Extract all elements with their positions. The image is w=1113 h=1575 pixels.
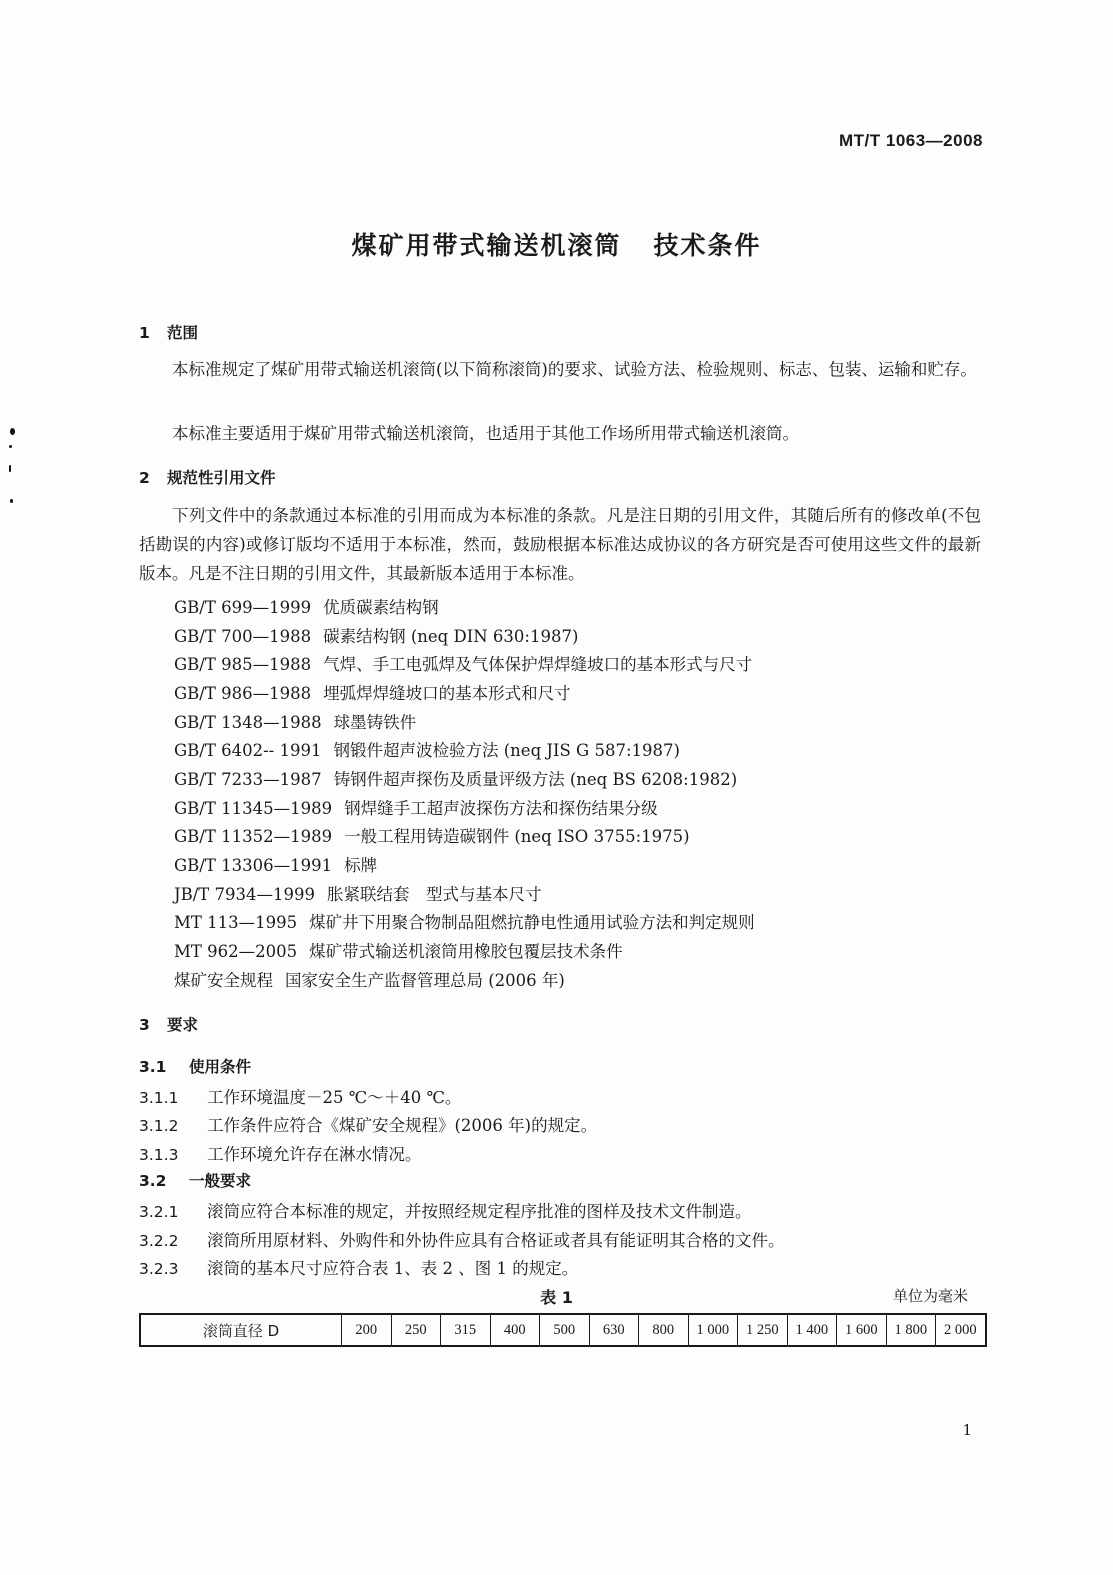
reference-item bbox=[174, 909, 755, 933]
reference-code: MT 113—1995 bbox=[174, 913, 298, 932]
reference-code: JB/T 7934—1999 bbox=[174, 885, 316, 904]
clause-text: 滚筒应符合本标准的规定，并按照经规定程序批准的图样及技术文件制造。 bbox=[207, 1202, 752, 1221]
subsection-number: 3.1 bbox=[139, 1058, 167, 1076]
reference-title: 钢锻件超声波检验方法 (neq JIS G 587:1987) bbox=[333, 741, 680, 760]
reference-title: 煤矿带式输送机滚筒用橡胶包覆层技术条件 bbox=[309, 942, 623, 961]
reference-code: GB/T 11352—1989 bbox=[174, 827, 333, 846]
reference-title: 球墨铸铁件 bbox=[333, 713, 417, 732]
reference-item bbox=[174, 852, 377, 876]
section-title: 范围 bbox=[167, 324, 199, 342]
table-cell: 1 600 bbox=[837, 1314, 887, 1346]
scope-paragraph-1: 本标准规定了煤矿用带式输送机滚筒(以下简称滚筒)的要求、试验方法、检验规则、标志、包装、运输和贮存。 bbox=[172, 360, 977, 379]
table-row bbox=[140, 1314, 986, 1346]
reference-code: 煤矿安全规程 bbox=[174, 971, 273, 990]
subsection-number: 3.2 bbox=[139, 1172, 167, 1190]
reference-title: 钢焊缝手工超声波探伤方法和探伤结果分级 bbox=[344, 799, 658, 818]
table-cell: 400 bbox=[490, 1314, 540, 1346]
section-1-heading bbox=[139, 321, 198, 343]
reference-item bbox=[174, 938, 623, 962]
section-number: 2 bbox=[139, 469, 150, 487]
reference-item bbox=[174, 795, 658, 819]
clause-3-2-2 bbox=[139, 1227, 785, 1251]
section-title: 规范性引用文件 bbox=[167, 469, 276, 487]
table-cell: 1 400 bbox=[787, 1314, 837, 1346]
document-title-main: 煤矿用带式输送机滚筒 bbox=[351, 231, 622, 260]
table-cell: 1 800 bbox=[886, 1314, 936, 1346]
clause-3-1-2 bbox=[139, 1112, 597, 1136]
clause-3-2-1 bbox=[139, 1198, 752, 1222]
table-cell: 2 000 bbox=[936, 1314, 986, 1346]
clause-3-2-3 bbox=[139, 1255, 578, 1279]
clause-text: 工作环境温度－25 ℃～＋40 ℃。 bbox=[207, 1088, 462, 1107]
clause-number: 3.1.3 bbox=[139, 1146, 179, 1164]
section-3-heading bbox=[139, 1013, 198, 1035]
clause-3-1-3 bbox=[139, 1141, 422, 1165]
reference-item bbox=[174, 823, 690, 847]
table-1-caption: 表 1 bbox=[540, 1288, 573, 1307]
table-cell: 800 bbox=[639, 1314, 689, 1346]
table-1-unit: 单位为毫米 bbox=[892, 1287, 968, 1305]
reference-code: GB/T 1348—1988 bbox=[174, 713, 322, 732]
reference-item bbox=[174, 881, 542, 905]
subsection-title: 一般要求 bbox=[189, 1172, 252, 1190]
section-number: 1 bbox=[139, 324, 150, 342]
reference-item bbox=[174, 680, 571, 704]
clause-text: 工作环境允许存在淋水情况。 bbox=[207, 1145, 422, 1164]
clause-number: 3.2.1 bbox=[139, 1203, 179, 1221]
clause-text: 滚筒的基本尺寸应符合表 1、表 2 、图 1 的规定。 bbox=[207, 1259, 579, 1278]
scan-speck bbox=[9, 465, 11, 472]
reference-title: 国家安全生产监督管理总局 (2006 年) bbox=[285, 971, 565, 990]
table-row-header: 滚筒直径 D bbox=[140, 1314, 342, 1346]
clause-number: 3.1.1 bbox=[139, 1089, 179, 1107]
section-title: 要求 bbox=[167, 1016, 199, 1034]
reference-item bbox=[174, 709, 416, 733]
reference-title: 埋弧焊焊缝坡口的基本形式和尺寸 bbox=[323, 684, 571, 703]
reference-code: GB/T 6402-- 1991 bbox=[174, 741, 322, 760]
reference-title: 标牌 bbox=[344, 856, 378, 875]
reference-item bbox=[174, 623, 578, 647]
reference-item bbox=[174, 737, 680, 761]
reference-code: GB/T 7233—1987 bbox=[174, 770, 322, 789]
reference-title: 煤矿井下用聚合物制品阻燃抗静电性通用试验方法和判定规则 bbox=[309, 913, 755, 932]
scan-speck bbox=[10, 428, 15, 435]
reference-code: GB/T 985—1988 bbox=[174, 655, 312, 674]
reference-item bbox=[174, 967, 565, 991]
page-number: 1 bbox=[962, 1421, 972, 1439]
reference-code: MT 962—2005 bbox=[174, 942, 298, 961]
subsection-title: 使用条件 bbox=[189, 1058, 252, 1076]
reference-code: GB/T 11345—1989 bbox=[174, 799, 333, 818]
reference-code: GB/T 13306—1991 bbox=[174, 856, 333, 875]
subsection-3-2-heading bbox=[139, 1169, 251, 1191]
section-number: 3 bbox=[139, 1016, 150, 1034]
table-1 bbox=[139, 1313, 987, 1347]
scan-speck bbox=[10, 499, 13, 503]
clause-number: 3.2.2 bbox=[139, 1232, 179, 1250]
table-cell: 315 bbox=[441, 1314, 491, 1346]
clause-number: 3.1.2 bbox=[139, 1117, 179, 1135]
table-cell: 1 000 bbox=[688, 1314, 738, 1346]
reference-title: 优质碳素结构钢 bbox=[323, 598, 439, 617]
subsection-3-1-heading bbox=[139, 1055, 251, 1077]
reference-title: 胀紧联结套 型式与基本尺寸 bbox=[327, 885, 542, 904]
table-cell: 630 bbox=[589, 1314, 639, 1346]
reference-code: GB/T 699—1999 bbox=[174, 598, 312, 617]
reference-code: GB/T 700—1988 bbox=[174, 627, 312, 646]
table-cell: 250 bbox=[391, 1314, 441, 1346]
reference-title: 铸钢件超声探伤及质量评级方法 (neq BS 6208:1982) bbox=[333, 770, 738, 789]
table-cell: 500 bbox=[540, 1314, 590, 1346]
clause-3-1-1 bbox=[139, 1084, 461, 1108]
table-cell: 1 250 bbox=[738, 1314, 788, 1346]
normative-intro: 下列文件中的条款通过本标准的引用而成为本标准的条款。凡是注日期的引用文件，其随后所有的修改单(不包括勘误的内容)或修订版均不适用于本标准，然而，鼓励根据本标准达成协议的各方研究是否可使用这些文件的最新版本。凡是不注日期的引用文件，其最新版本适用于本标准。 bbox=[139, 506, 981, 583]
clause-text: 滚筒所用原材料、外购件和外协件应具有合格证或者具有能证明其合格的文件。 bbox=[207, 1231, 785, 1250]
scope-paragraph-2: 本标准主要适用于煤矿用带式输送机滚筒，也适用于其他工作场所用带式输送机滚筒。 bbox=[172, 424, 799, 443]
scan-speck bbox=[9, 445, 12, 448]
document-title-sub: 技术条件 bbox=[653, 231, 762, 260]
standard-code: MT/T 1063—2008 bbox=[838, 131, 983, 150]
reference-title: 气焊、手工电弧焊及气体保护焊焊缝坡口的基本形式与尺寸 bbox=[323, 655, 753, 674]
reference-title: 碳素结构钢 (neq DIN 630:1987) bbox=[323, 627, 579, 646]
reference-title: 一般工程用铸造碳钢件 (neq ISO 3755:1975) bbox=[344, 827, 690, 846]
clause-text: 工作条件应符合《煤矿安全规程》(2006 年)的规定。 bbox=[207, 1116, 598, 1135]
reference-item bbox=[174, 766, 737, 790]
document-title bbox=[0, 226, 1113, 262]
table-cell: 200 bbox=[342, 1314, 392, 1346]
reference-item bbox=[174, 594, 439, 618]
section-2-heading bbox=[139, 466, 276, 488]
reference-code: GB/T 986—1988 bbox=[174, 684, 312, 703]
clause-number: 3.2.3 bbox=[139, 1260, 179, 1278]
reference-item bbox=[174, 651, 752, 675]
